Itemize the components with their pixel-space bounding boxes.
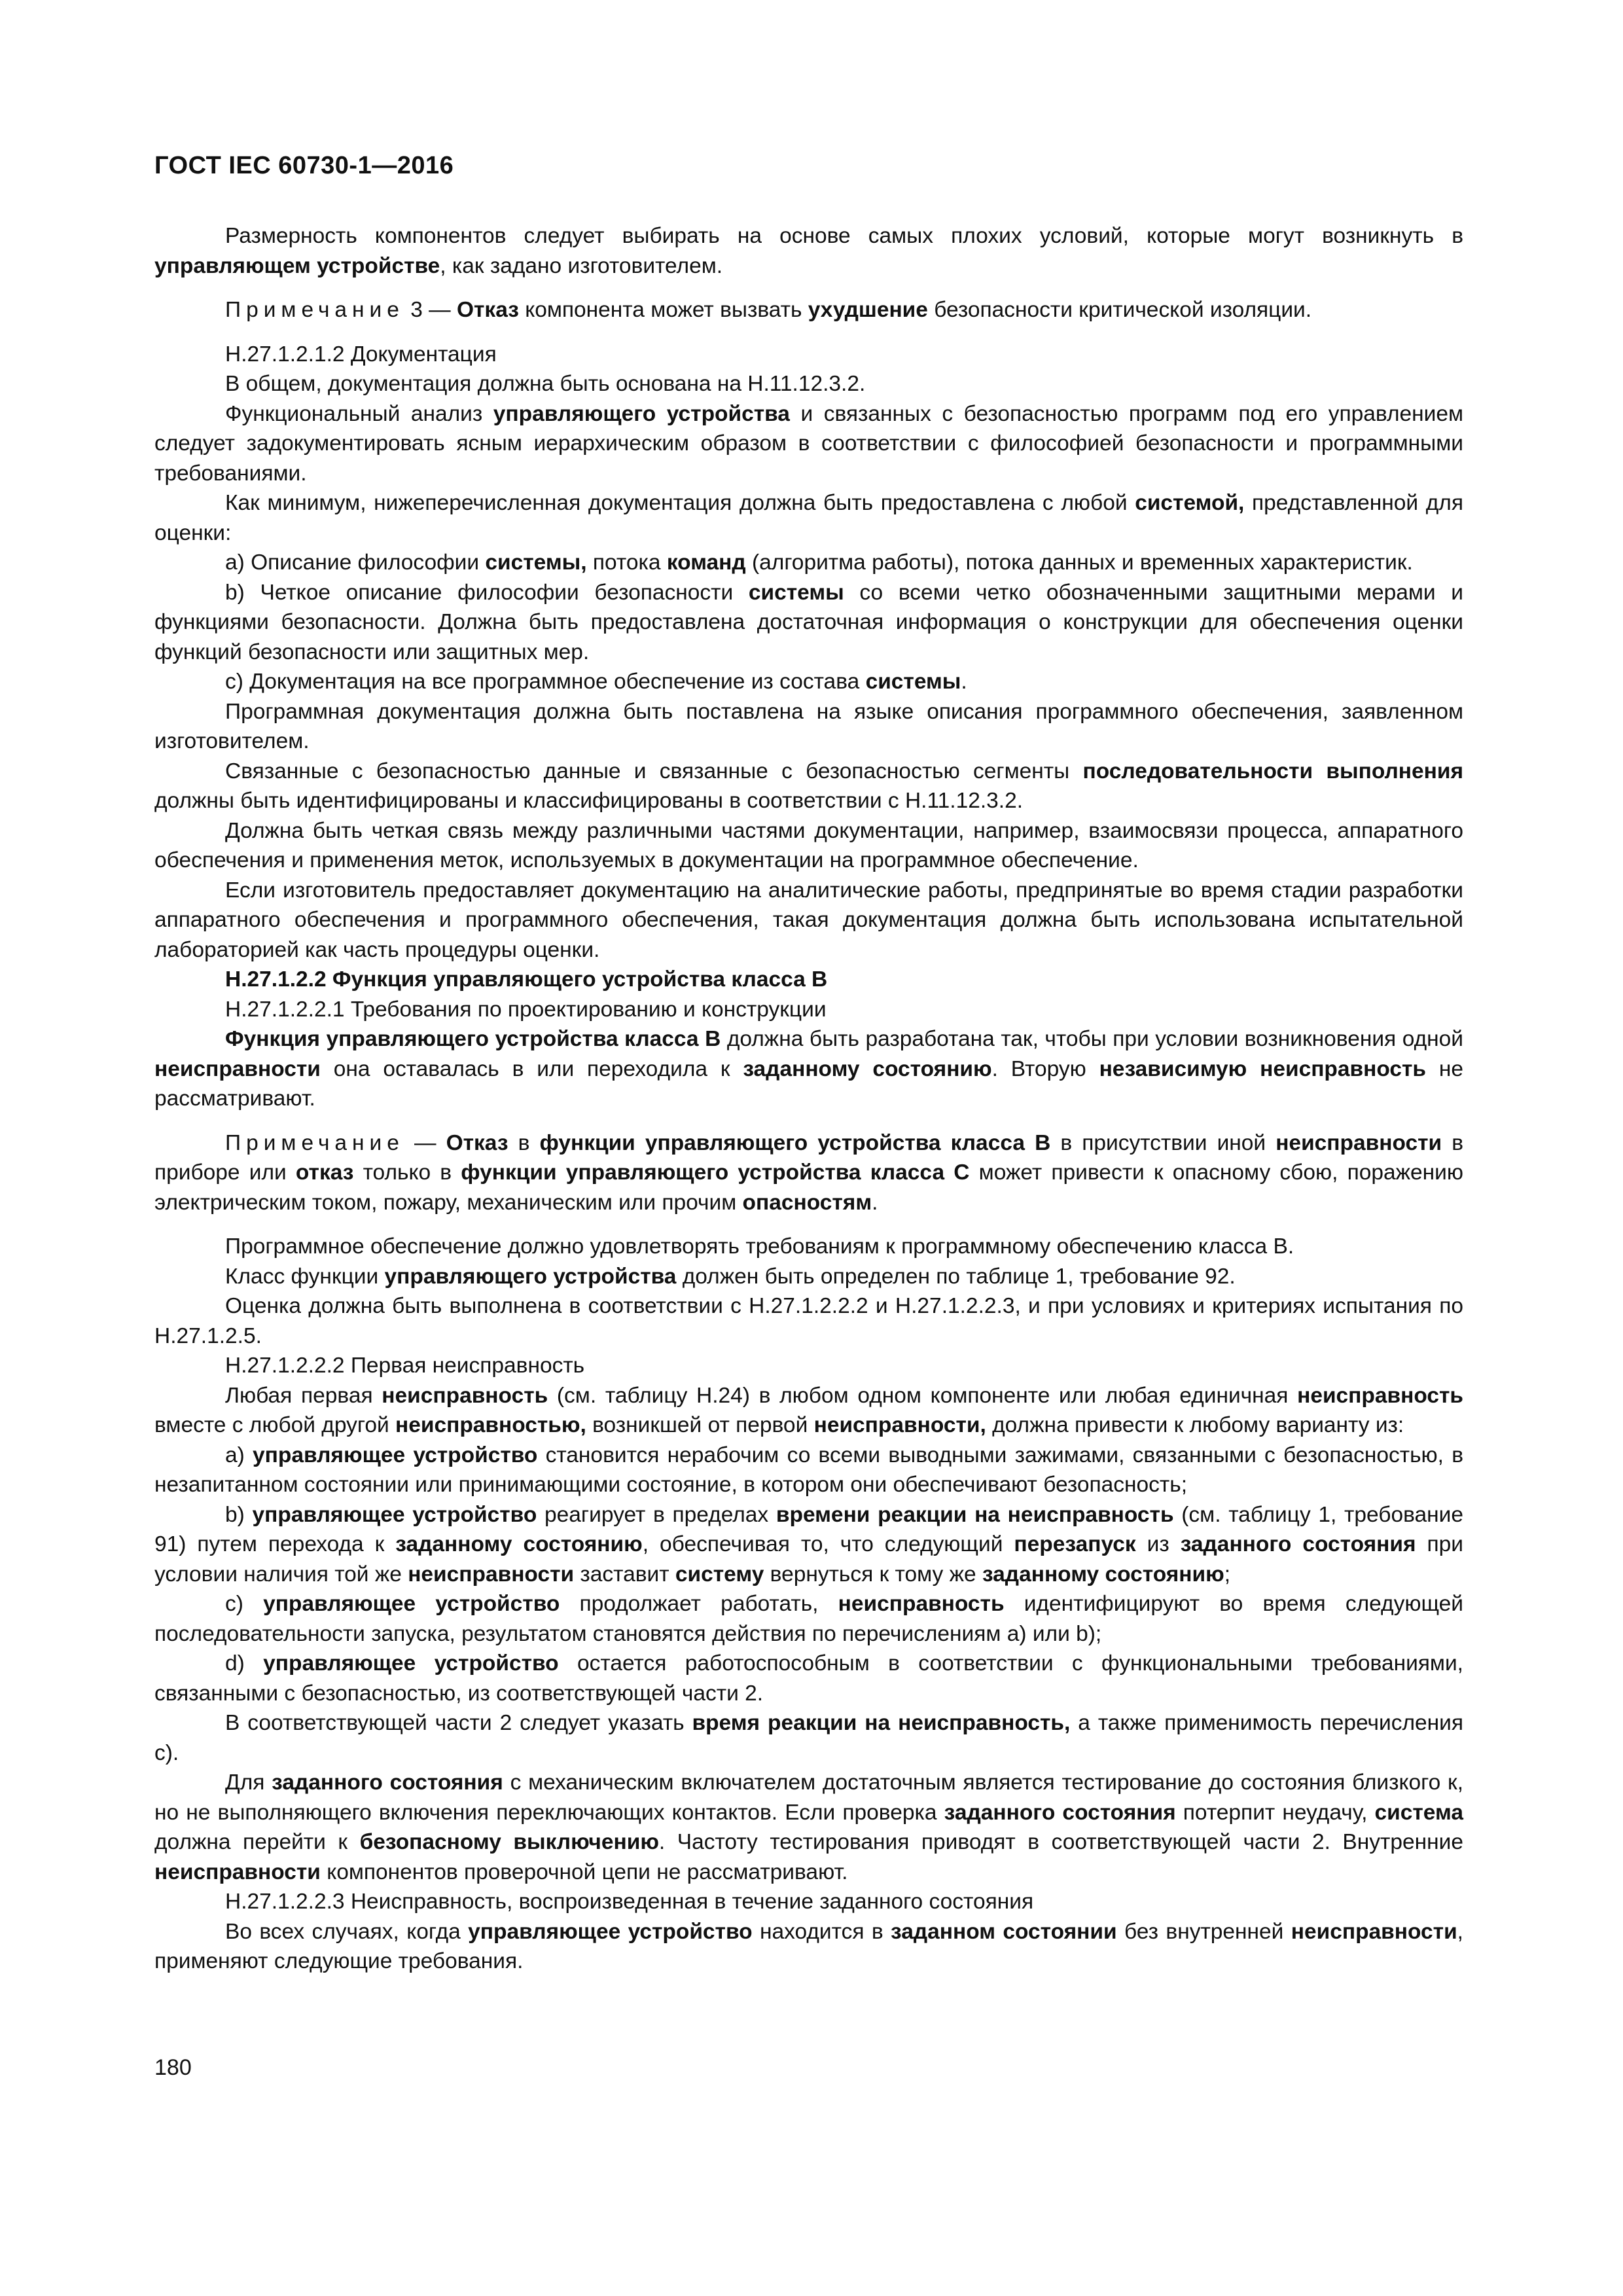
- text-run: она оставалась в или переходила к: [320, 1056, 743, 1081]
- bold-term: управляющее устройство: [468, 1919, 753, 1944]
- bold-term: управляющее устройство: [263, 1592, 560, 1616]
- text-run: находится в: [752, 1919, 891, 1944]
- text-run: Н.27.1.2.1.2 Документация: [225, 342, 497, 367]
- text-run: потерпит неудачу,: [1175, 1800, 1375, 1825]
- paragraph: [154, 1024, 1463, 1114]
- bold-term: безопасному выключению: [359, 1830, 659, 1854]
- paragraph: [154, 295, 1463, 325]
- paragraph: [154, 1128, 1463, 1218]
- text-run: a) Описание философии: [225, 550, 486, 575]
- text-run: Как минимум, нижеперечисленная документация должна быть предоставлена с любой: [225, 491, 1135, 515]
- paragraph: [154, 399, 1463, 489]
- text-run: , обеспечивая то, что следующий: [642, 1532, 1014, 1556]
- bold-term: неисправность: [1297, 1383, 1463, 1408]
- bold-term: заданного состояния: [944, 1800, 1176, 1825]
- text-run: Если изготовитель предоставляет документацию на аналитические работы, предпринятые во время стадии разработки аппаратного обеспечения и программного обеспечения, такая документация должна быть использована испытательной лабораторией как часть процедуры оценки.: [154, 878, 1463, 962]
- text-run: в приборе или: [154, 1130, 1463, 1185]
- paragraph: [154, 1887, 1463, 1917]
- text-run: , применяют следующие требования.: [154, 1919, 1463, 1973]
- bold-term: управляющем устройстве: [154, 253, 440, 278]
- bold-term: системы: [748, 580, 844, 605]
- paragraph: [154, 1441, 1463, 1500]
- paragraph: [154, 488, 1463, 548]
- text-run: (см. таблицу 1, требование 91) путем перехода к: [154, 1502, 1463, 1556]
- text-run: c) Документация на все программное обеспечение из состава: [225, 670, 866, 694]
- text-run: должна перейти к: [154, 1830, 360, 1854]
- bold-term: неисправности: [408, 1562, 575, 1587]
- text-run: компонентов проверочной цепи не рассматривают.: [320, 1859, 848, 1884]
- bold-term: системой,: [1135, 491, 1245, 515]
- paragraph: [154, 369, 1463, 399]
- text-run: без внутренней: [1116, 1919, 1291, 1944]
- text-run: идентифицируют во время следующей последовательности запуска, результатом становятся действия по перечислениям а) или b);: [154, 1592, 1463, 1646]
- text-run: компонента может вызвать: [518, 298, 808, 322]
- bold-term: неисправности: [1275, 1130, 1442, 1155]
- text-run: (алгоритма работы), потока данных и временных характеристик.: [745, 550, 1413, 575]
- text-run: Н.27.1.2.2.2 Первая неисправность: [225, 1354, 585, 1378]
- bold-term: последовательности выполнения: [1082, 759, 1463, 783]
- bold-term: заданного состояния: [272, 1770, 503, 1795]
- text-run: в: [508, 1130, 540, 1155]
- text-run: b) Четкое описание философии безопасности: [225, 580, 749, 605]
- bold-term: функции управляющего устройства класса В: [539, 1130, 1051, 1155]
- paragraph: [154, 1768, 1463, 1887]
- text-run: Оценка должна быть выполнена в соответствии с Н.27.1.2.2.2 и Н.27.1.2.2.3, и при условиях и критериях испытания по Н.27.1.2.5.: [154, 1294, 1463, 1348]
- text-run: , как задано изготовителем.: [440, 253, 723, 278]
- paragraph: [154, 221, 1463, 281]
- bold-term: неисправности: [1291, 1919, 1457, 1944]
- text-run: Функциональный анализ: [225, 401, 493, 426]
- text-run: представленной для оценки:: [154, 491, 1463, 545]
- text-run: (см. таблицу Н.24) в любом одном компоненте или любая единичная: [548, 1383, 1298, 1408]
- paragraph: [154, 1589, 1463, 1649]
- text-run: и связанных с безопасностью программ под его управлением следует задокументировать ясным иерархическим образом в соответствии с философией безопасности и программными требованиями.: [154, 401, 1463, 486]
- bold-term: управляющего устройства: [493, 401, 790, 426]
- text-run: а также применимость перечисления с).: [154, 1711, 1463, 1765]
- note-label: Примечание: [225, 298, 404, 322]
- text-run: Связанные с безопасностью данные и связанные с безопасностью сегменты: [225, 759, 1083, 783]
- text-run: Должна быть четкая связь между различными частями документации, например, взаимосвязи процесса, аппаратного обеспечения и применения меток, используемых в документации на программное обеспечение.: [154, 818, 1463, 872]
- text-run: реагирует в пределах: [537, 1502, 776, 1527]
- document-body: [154, 221, 1463, 1977]
- bold-term: Функция управляющего устройства класса В: [225, 1027, 721, 1051]
- bold-term: управляющее устройство: [252, 1502, 537, 1527]
- text-run: со всеми четко обозначенными защитными мерами и функциями безопасности. Должна быть предоставлена достаточная информация о конструкции для обеспечения оценки функций безопасности или защитных мер.: [154, 580, 1463, 664]
- text-run: d): [225, 1651, 264, 1676]
- bold-term: функции управляющего устройства класса С: [461, 1160, 970, 1185]
- text-run: заставит: [574, 1562, 675, 1587]
- text-run: 3 —: [404, 298, 457, 322]
- bold-term: Отказ: [446, 1130, 508, 1155]
- text-run: возникшей от первой: [586, 1413, 814, 1437]
- page-number: 180: [154, 2055, 192, 2080]
- bold-term: заданному состоянию: [743, 1056, 992, 1081]
- text-run: должны быть идентифицированы и классифицированы в соответствии с Н.11.12.3.2.: [154, 789, 1024, 813]
- paragraph: [154, 1351, 1463, 1381]
- paragraph: [154, 340, 1463, 370]
- paragraph: [154, 697, 1463, 757]
- text-run: должна привести к любому варианту из:: [986, 1413, 1404, 1437]
- bold-term: системы: [865, 670, 961, 694]
- text-run: безопасности критической изоляции.: [927, 298, 1312, 322]
- paragraph: [154, 1291, 1463, 1351]
- bold-term: неисправность: [382, 1383, 548, 1408]
- paragraph: [154, 1381, 1463, 1441]
- paragraph: [154, 548, 1463, 578]
- text-run: с механическим включателем достаточным является тестирование до состояния близкого к, но не выполняющего включения переключающих контактов. Если проверка: [154, 1770, 1463, 1825]
- bold-term: команд: [666, 550, 746, 575]
- paragraph: [154, 1649, 1463, 1708]
- text-run: Н.27.1.2.2.1 Требования по проектированию и конструкции: [225, 997, 827, 1022]
- text-run: должен быть определен по таблице 1, требование 92.: [676, 1264, 1236, 1289]
- text-run: —: [404, 1130, 446, 1155]
- text-run: вместе с любой другой: [154, 1413, 395, 1437]
- text-run: в присутствии иной: [1050, 1130, 1276, 1155]
- bold-term: систему: [675, 1562, 764, 1587]
- paragraph: [154, 876, 1463, 965]
- bold-term: заданного состояния: [1180, 1532, 1416, 1556]
- standard-designation: ГОСТ IEC 60730-1—2016: [154, 152, 454, 179]
- bold-term: управляющее устройство: [253, 1443, 538, 1467]
- text-run: . Частоту тестирования приводят в соответствующей части 2. Внутренние: [658, 1830, 1463, 1854]
- bold-term: управляющее устройство: [263, 1651, 559, 1676]
- text-run: a): [225, 1443, 253, 1467]
- text-run: Во всех случаях, когда: [225, 1919, 469, 1944]
- text-run: Класс функции: [225, 1264, 385, 1289]
- bold-term: ухудшение: [808, 298, 928, 322]
- bold-term: заданном состоянии: [890, 1919, 1117, 1944]
- bold-term: опасностям: [742, 1190, 872, 1215]
- text-run: Программная документация должна быть поставлена на языке описания программного обеспечения, заявленном изготовителем.: [154, 699, 1463, 753]
- text-run: Н.27.1.2.2.3 Неисправность, воспроизведенная в течение заданного состояния: [225, 1890, 1034, 1914]
- paragraph: [154, 965, 1463, 995]
- text-run: b): [225, 1502, 253, 1527]
- text-run: c): [225, 1592, 264, 1616]
- text-run: вернуться к тому же: [764, 1562, 982, 1587]
- text-run: Любая первая: [225, 1383, 382, 1408]
- bold-term: отказ: [295, 1160, 354, 1185]
- text-run: только в: [353, 1160, 461, 1185]
- text-run: Для: [225, 1770, 272, 1795]
- text-run: В соответствующей части 2 следует указать: [225, 1711, 692, 1735]
- text-run: В общем, документация должна быть основана на Н.11.12.3.2.: [225, 372, 866, 396]
- text-run: должна быть разработана так, чтобы при условии возникновения одной: [721, 1027, 1463, 1051]
- bold-term: заданному состоянию: [982, 1562, 1224, 1587]
- text-run: остается работоспособным в соответствии с функциональными требованиями, связанными с безопасностью, из соответствующей части 2.: [154, 1651, 1463, 1706]
- text-run: ;: [1224, 1562, 1231, 1587]
- bold-term: заданному состоянию: [395, 1532, 643, 1556]
- text-run: из: [1135, 1532, 1181, 1556]
- text-run: может привести к опасному сбою, поражению электрическим током, пожару, механическим или прочим: [154, 1160, 1463, 1215]
- bold-term: перезапуск: [1014, 1532, 1136, 1556]
- text-run: Размерность компонентов следует выбирать на основе самых плохих условий, которые могут возникнуть в: [225, 224, 1463, 248]
- text-run: продолжает работать,: [560, 1592, 838, 1616]
- paragraph: [154, 667, 1463, 697]
- text-run: Программное обеспечение должно удовлетворять требованиям к программному обеспечению класса В.: [225, 1234, 1294, 1259]
- text-run: при условии наличия той же: [154, 1532, 1464, 1587]
- paragraph: [154, 1232, 1463, 1262]
- text-run: . Вторую: [991, 1056, 1099, 1081]
- paragraph: [154, 1708, 1463, 1768]
- paragraph: [154, 1500, 1463, 1590]
- text-run: потока: [586, 550, 667, 575]
- paragraph: [154, 816, 1463, 876]
- paragraph: [154, 578, 1463, 668]
- bold-term: неисправностью,: [395, 1413, 586, 1437]
- note-label: Примечание: [225, 1130, 404, 1155]
- bold-term: время реакции на неисправность,: [692, 1711, 1071, 1735]
- bold-term: система: [1374, 1800, 1463, 1825]
- text-run: становится нерабочим со всеми выводными зажимами, связанными с безопасностью, в незапитанном состоянии или принимающими состояние, в котором они обеспечивают безопасность;: [154, 1443, 1463, 1497]
- paragraph: [154, 757, 1463, 816]
- bold-term: системы,: [485, 550, 587, 575]
- bold-term: независимую неисправность: [1099, 1056, 1427, 1081]
- bold-term: неисправность: [838, 1592, 1005, 1616]
- text-run: .: [872, 1190, 878, 1215]
- bold-term: неисправности,: [813, 1413, 986, 1437]
- bold-term: времени реакции на неисправность: [776, 1502, 1174, 1527]
- paragraph: [154, 1917, 1463, 1977]
- paragraph: [154, 995, 1463, 1025]
- text-run: .: [961, 670, 967, 694]
- bold-term: Н.27.1.2.2 Функция управляющего устройства класса В: [225, 967, 828, 992]
- bold-term: неисправности: [154, 1859, 321, 1884]
- bold-term: управляющего устройства: [384, 1264, 677, 1289]
- bold-term: Отказ: [456, 298, 519, 322]
- paragraph: [154, 1262, 1463, 1292]
- bold-term: неисправности: [154, 1056, 321, 1081]
- text-run: не рассматривают.: [154, 1056, 1463, 1111]
